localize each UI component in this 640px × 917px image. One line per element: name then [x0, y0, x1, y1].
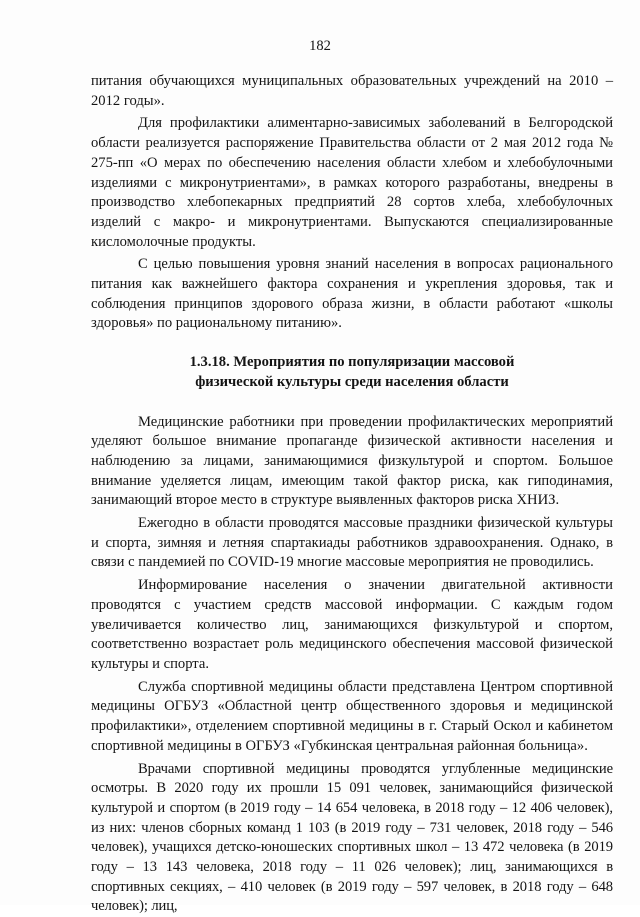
paragraph-bread-micronutrients: Для профилактики алиментарно-зависимых заболеваний в Белгородской области реализуется распоряжение Правительства области от 2 мая 2012 года № 275-пп «О мерах по обеспечению населения области хлебом и хлебобулочными изделиями с микронутриентами», в рамках которого разработаны, внедрены в производство хлебопекарных предприятий 28 сортов хлеба, хлебобулочных изделий с макро- и микронутриентами. Выпускаются специализированные кисломолочные продукты.: [91, 114, 613, 252]
paragraph-sport-events: Ежегодно в области проводятся массовые праздники физической культуры и спорта, зимняя и летняя спартакиады работников здравоохранения. Однако, в связи с пандемией по COVID-19 многие массовые мероприятия не проводились.: [91, 514, 613, 573]
paragraph-health-schools: С целью повышения уровня знаний населения в вопросах рационального питания как важнейшего фактора сохранения и укрепления здоровья, так и соблюдения принципов здорового образа жизни, в области работают «школы здоровья» по рациональному питанию».: [91, 255, 613, 334]
paragraph-medical-examinations: Врачами спортивной медицины проводятся углубленные медицинские осмотры. В 2020 году их прошли 15 091 человек, занимающийся физической культурой и спортом (в 2019 году – 14 654 человека, в 2018 году – 12 406 человек), из них: членов сборных команд 1 103 (в 2019 году – 731 человек, 2018 году – 546 человек), учащихся детско-юношеских спортивных школ – 13 472 человека (в 2019 году – 13 143 человека, 2018 году – 11 026 человек); лиц, занимающихся в спортивных секциях, – 410 человек (в 2019 году – 597 человек, в 2018 году – 648 человек); лиц,: [91, 760, 613, 917]
paragraph-sports-medicine-service: Служба спортивной медицины области представлена Центром спортивной медицины ОГБУЗ «Областной центр общественного здоровья и медицинской профилактики», отделением спортивной медицины в г. Старый Оскол и кабинетом спортивной медицины в ОГБУЗ «Губкинская центральная районная больница».: [91, 678, 613, 757]
page-content: [91, 72, 613, 917]
section-heading-line-1: 1.3.18. Мероприятия по популяризации массовой: [190, 354, 515, 370]
page-number: 182: [0, 38, 640, 55]
paragraph-continuation: питания обучающихся муниципальных образовательных учреждений на 2010 – 2012 годы».: [91, 72, 613, 111]
paragraph-physical-activity: Медицинские работники при проведении профилактических мероприятий уделяют большое внимание пропаганде физической активности населения и наблюдению за лицами, занимающимися физкультурой и спортом. Большое внимание уделяется лицам, имеющим такой фактор риска, как гиподинамия, занимающий второе место в структуре выявленных факторов риска ХНИЗ.: [91, 413, 613, 512]
section-heading: [91, 353, 613, 392]
section-heading-line-2: физической культуры среди населения области: [195, 374, 509, 390]
paragraph-media-information: Информирование населения о значении двигательной активности проводятся с участием средств массовой информации. С каждым годом увеличивается количество лиц, занимающихся физкультурой и спортом, соответственно возрастает роль медицинского обеспечения массовой физической культуры и спорта.: [91, 576, 613, 675]
